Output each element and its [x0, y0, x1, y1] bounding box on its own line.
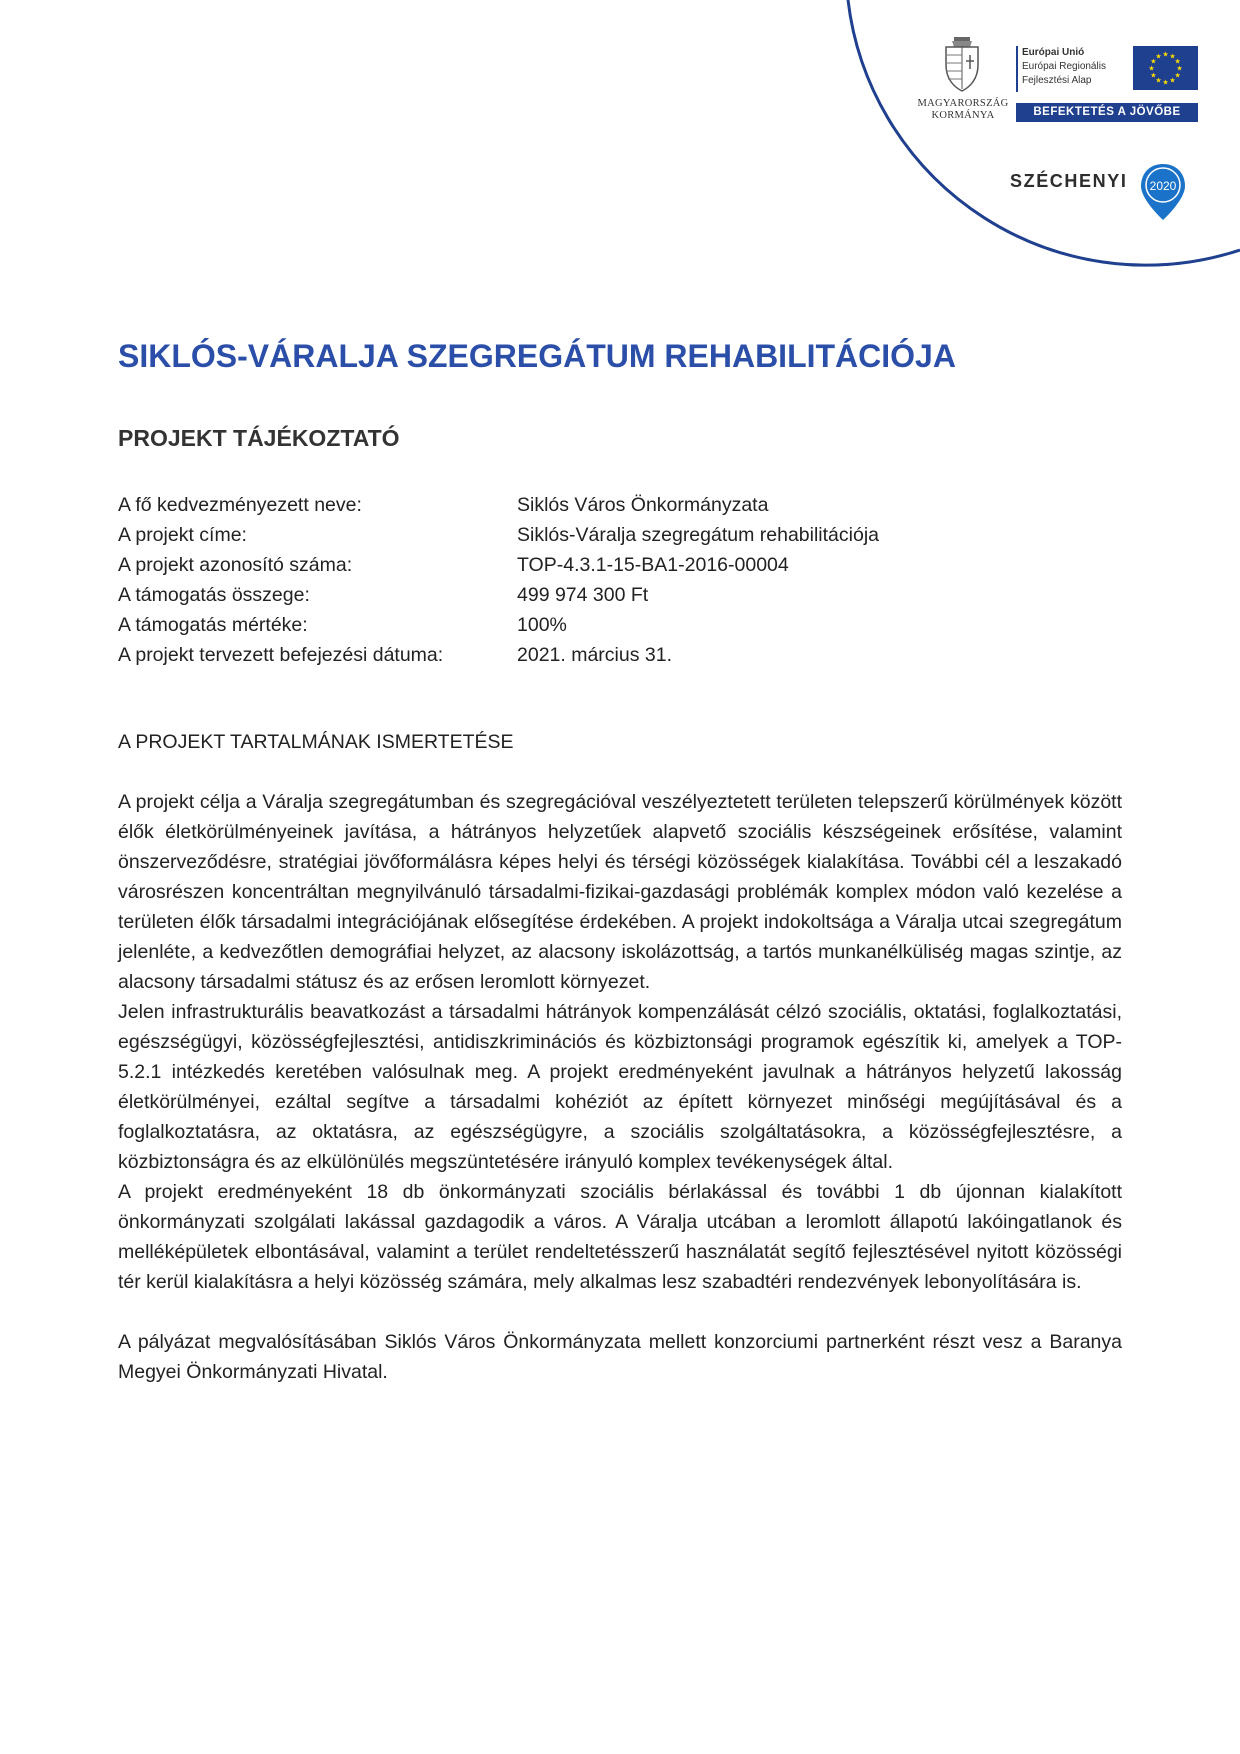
hungarian-coat-of-arms-icon — [940, 35, 984, 93]
eu-flag-star: ★ — [1162, 79, 1169, 87]
szechenyi-label: SZÉCHENYI — [1010, 171, 1128, 191]
eu-flag-star: ★ — [1155, 77, 1162, 85]
info-label: A fő kedvezményezett neve: — [118, 494, 362, 516]
info-row — [118, 550, 879, 580]
eu-flag-star: ★ — [1169, 53, 1176, 61]
info-label: A projekt címe: — [118, 524, 247, 546]
eu-flag-star: ★ — [1174, 58, 1181, 66]
eu-line1: Európai Unió — [1022, 47, 1085, 58]
info-row — [118, 490, 879, 520]
info-row — [118, 520, 879, 550]
eu-fund-label — [1022, 46, 1106, 88]
info-label: A támogatás mértéke: — [118, 614, 308, 636]
info-label: A projekt tervezett befejezési dátuma: — [118, 644, 444, 666]
hu-gov-line1: MAGYARORSZÁG — [917, 98, 1009, 109]
body-paragraph: A projekt célja a Váralja szegregátumban és szegregációval veszélyeztetett területen telepszerű körülmények között élők életkörülményeinek javítása, a hátrányos helyzetűek alapvető szociális készségeinek erősítése, valamint önszerveződésre, stratégiai jövőformálásra képes helyi és térségi közösségek kialakítása. További cél a leszakadó városrészen koncentráltan megnyilvánuló társadalmi-fizikai-gazdasági problémák komplex módon való kezelése a területen élők társadalmi integrációjának elősegítése érdekében. A projekt indokoltsága a Váralja utcai szegregátum jelenléte, a kedvezőtlen demográfiai helyzet, az alacsony iskolázottság, a tartós munkanélküliség magas szintje, az alacsony társadalmi státusz és az erősen leromlott környezet. — [118, 791, 1122, 993]
section-title: A PROJEKT TARTALMÁNAK ISMERTETÉSE — [118, 731, 514, 753]
info-value: TOP-4.3.1-15-BA1-2016-00004 — [517, 554, 789, 576]
eu-divider — [1016, 46, 1018, 92]
eu-flag-star: ★ — [1176, 65, 1183, 73]
eu-flag-star: ★ — [1155, 53, 1162, 61]
info-row — [118, 640, 879, 670]
eu-line3: Fejlesztési Alap — [1022, 75, 1092, 86]
eu-flag-star: ★ — [1174, 72, 1181, 80]
eu-flag-star: ★ — [1150, 58, 1157, 66]
body-paragraph: A projekt eredményeként 18 db önkormányzati szociális bérlakással és további 1 db újonnan kialakított önkormányzati szolgálati lakással gazdagodik a város. A Váralja utcában a leromlott állapotú lakóingatlanok és melléképületek elbontásával, valamint a terület rendeltetésszerű használatát segítő fejlesztésével nyitott közösségi tér kerül kialakításra a helyi közösség számára, mely alkalmas lesz szabadtéri rendezvények lebonyolítására is. — [118, 1181, 1122, 1293]
info-value: 499 974 300 Ft — [517, 584, 649, 606]
szechenyi-year: 2020 — [1149, 179, 1177, 193]
document-title: SIKLÓS-VÁRALJA SZEGREGÁTUM REHABILITÁCIÓJA — [118, 338, 956, 374]
body-paragraph: Jelen infrastrukturális beavatkozást a társadalmi hátrányok kompenzálását célzó szociális, oktatási, foglalkoztatási, egészségügyi, közösségfejlesztési, antidiszkriminációs és közbiztonsági programok egészítik ki, amelyek a TOP-5.2.1 intézkedés keretében valósulnak meg. A projekt eredményeként javulnak a hátrányos helyzetű lakosság életkörülményei, ezáltal segítve a társadalmi kohéziót az épített környezet minőségi megújításával és a foglalkoztatásra, az oktatásra, az egészségügyre, a szociális szolgáltatásokra, a közösségfejlesztésre, a közbiztonságra és az elkülönülés megszüntetésére irányuló komplex tevékenységek által. — [118, 1001, 1122, 1173]
eu-banner: BEFEKTETÉS A JÖVŐBE — [1016, 103, 1198, 122]
eu-line2: Európai Regionális — [1022, 61, 1106, 72]
info-value: Siklós-Váralja szegregátum rehabilitációja — [517, 524, 880, 546]
szechenyi-pin-icon — [1138, 162, 1188, 222]
document-subtitle: PROJEKT TÁJÉKOZTATÓ — [118, 425, 400, 451]
hungarian-government-label — [903, 98, 1023, 122]
info-row — [118, 610, 879, 640]
info-value: 2021. március 31. — [517, 644, 673, 666]
eu-flag-icon — [1133, 46, 1198, 90]
info-row — [118, 580, 879, 610]
project-info-table — [118, 490, 879, 670]
eu-flag-star: ★ — [1148, 65, 1155, 73]
eu-flag-star: ★ — [1169, 77, 1176, 85]
info-value: 100% — [517, 614, 567, 636]
eu-flag-star: ★ — [1150, 72, 1157, 80]
hu-gov-line2: KORMÁNYA — [931, 110, 995, 121]
body-paragraph: A pályázat megvalósításában Siklós Város Önkormányzata mellett konzorciumi partnerként részt vesz a Baranya Megyei Önkormányzati Hivatal. — [118, 1331, 1122, 1383]
info-label: A projekt azonosító száma: — [118, 554, 353, 576]
info-label: A támogatás összege: — [118, 584, 310, 606]
infoblock-header — [0, 0, 1240, 280]
info-value: Siklós Város Önkormányzata — [517, 494, 769, 516]
eu-flag-star: ★ — [1162, 51, 1169, 59]
project-description — [118, 787, 1122, 1387]
infoblock-arc — [0, 0, 1240, 290]
